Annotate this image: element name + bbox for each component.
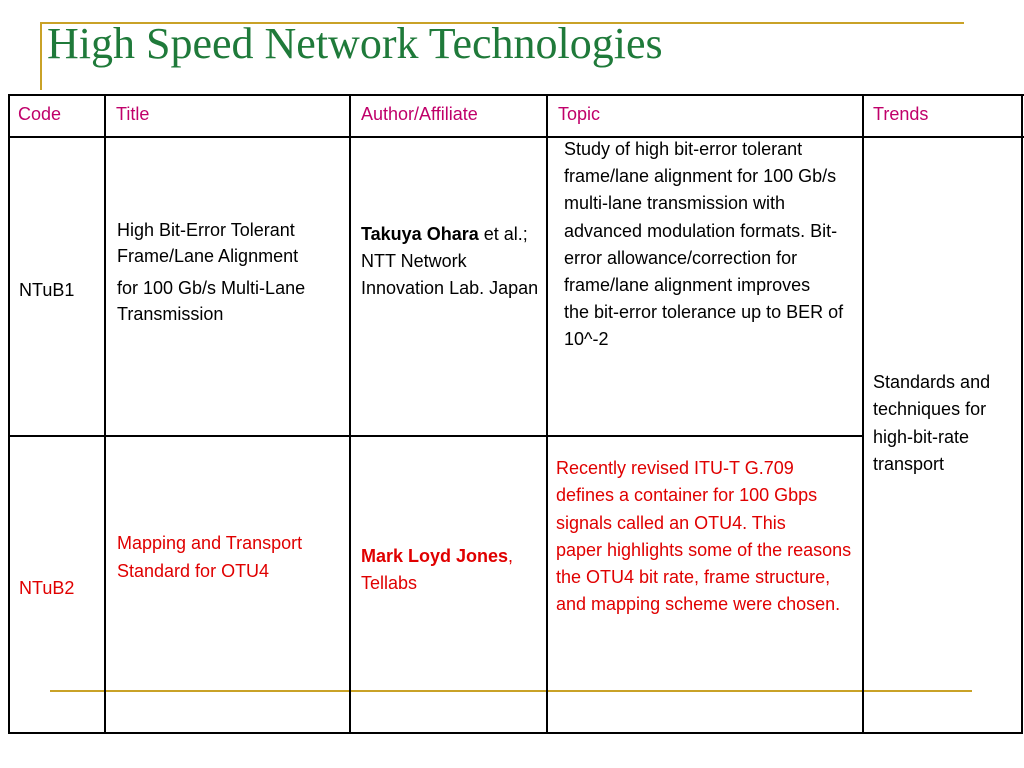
column-divider-3 bbox=[546, 94, 548, 734]
table-header-divider bbox=[8, 136, 1024, 138]
header-trends: Trends bbox=[873, 104, 929, 124]
row2-code: NTuB2 bbox=[19, 578, 75, 598]
row1-author-affiliation: et al.; NTT Network Innovation Lab. Japan bbox=[361, 224, 539, 298]
left-accent-rule bbox=[40, 22, 42, 90]
row2-author-affiliation: , Tellabs bbox=[361, 546, 514, 593]
trends-column-bottom bbox=[862, 732, 1022, 734]
row2-author-name: Mark Loyd Jones bbox=[361, 546, 509, 566]
table-border-right bbox=[1021, 94, 1023, 734]
table-border-left bbox=[8, 94, 10, 734]
header-author: Author/Affiliate bbox=[361, 104, 478, 124]
header-code: Code bbox=[18, 104, 62, 124]
column-divider-1 bbox=[104, 94, 106, 734]
trends-cell: Standards and techniques for high-bit-rate transport bbox=[873, 372, 991, 475]
column-divider-2 bbox=[349, 94, 351, 734]
header-topic: Topic bbox=[558, 104, 601, 124]
table-border-bottom bbox=[8, 732, 862, 734]
row2-topic-part1: Recently revised ITU-T G.709 defines a container for 100 Gbps signals called an OTU4. This bbox=[556, 458, 818, 533]
row2-topic-part2: paper highlights some of the reasons the OTU4 bit rate, frame structure, and mapping scheme were chosen. bbox=[556, 539, 852, 615]
column-divider-4 bbox=[862, 94, 864, 734]
row2-topic bbox=[556, 455, 856, 619]
table-row-divider bbox=[8, 435, 862, 437]
table-border-top bbox=[8, 94, 1024, 96]
row2-title: Mapping and Transport Standard for OTU4 bbox=[117, 533, 303, 581]
slide-title: High Speed Network Technologies bbox=[47, 19, 663, 68]
row1-title-line1: High Bit-Error Tolerant Frame/Lane Alignment bbox=[117, 220, 299, 266]
row1-title-line2: for 100 Gb/s Multi-Lane Transmission bbox=[117, 278, 306, 324]
bottom-accent-rule bbox=[50, 690, 972, 692]
row1-topic bbox=[564, 136, 862, 354]
header-title: Title bbox=[116, 104, 150, 124]
row1-author bbox=[361, 221, 539, 302]
row1-topic-part1: Study of high bit-error tolerant frame/lane alignment for 100 Gb/s multi-lane transmission with advanced modulation formats. Bit-error allowance/correction for frame/lane alignment improves bbox=[564, 139, 838, 296]
row1-code: NTuB1 bbox=[19, 280, 75, 300]
row1-title bbox=[117, 217, 339, 327]
row2-author bbox=[361, 543, 539, 597]
row1-topic-part2: the bit-error tolerance up to BER of 10^-2 bbox=[564, 302, 844, 350]
row1-author-name: Takuya Ohara bbox=[361, 224, 479, 244]
